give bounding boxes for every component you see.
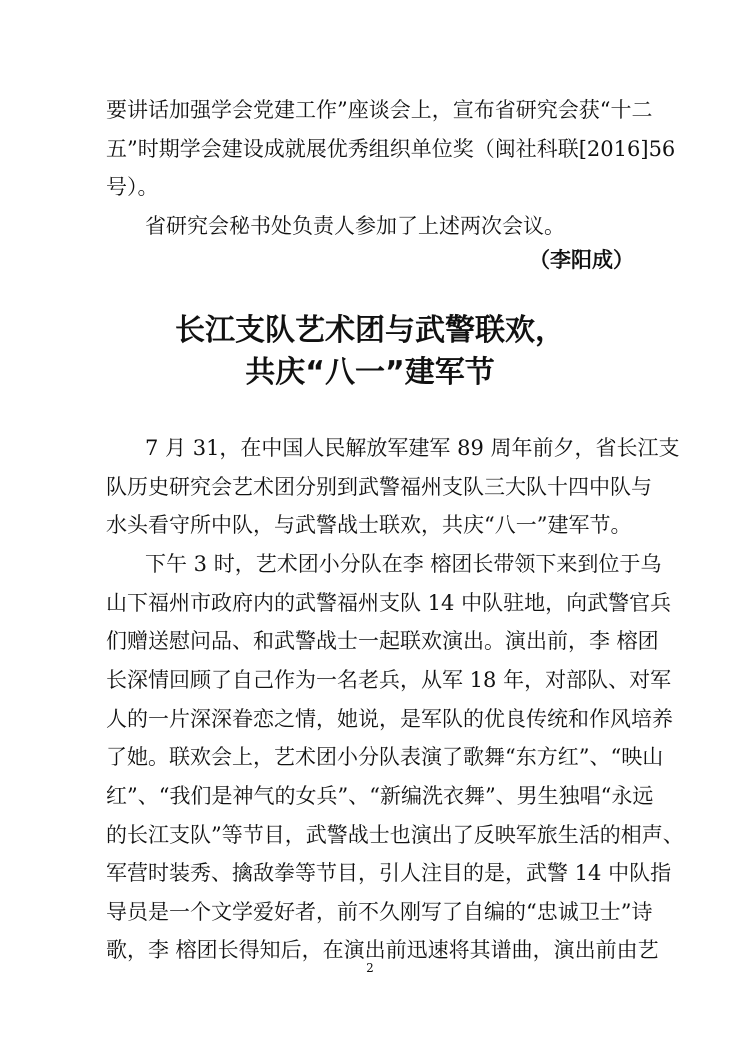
paragraph-2-line-11: 歌，李 榕团长得知后，在演出前迅速将其谱曲，演出前由艺 [106,938,659,962]
paragraph-2-line-5: 人的一片深深眷恋之情，她说，是军队的优良传统和作风培养 [106,707,673,731]
paragraph-2-line-8: 的长江支队”等节目，武警战士也演出了反映军旅生活的相声、 [106,823,684,847]
prev-line-2: 五”时期学会建设成就展优秀组织单位奖（闽社科联[2016]56 [106,137,676,161]
prev-closing-line: 省研究会秘书处负责人参加了上述两次会议。 [145,214,565,238]
paragraph-2-line-4: 长深情回顾了自己作为一名老兵，从军 18 年，对部队、对军 [106,668,672,692]
paragraph-2-line-1: 下午 3 时，艺术团小分队在李 榕团长带领下来到位于乌 [145,552,662,576]
paragraph-2-line-10: 导员是一个文学爱好者，前不久刚写了自编的“忠诚卫士”诗 [106,900,653,924]
prev-line-1: 要讲话加强学会党建工作”座谈会上，宣布省研究会获“十二 [106,98,653,122]
article-title-line-1: 长江支队艺术团与武警联欢， [175,313,565,348]
prev-line-3: 号）。 [106,175,159,199]
paragraph-1-line-3: 水头看守所中队，与武警战士联欢，共庆“八一”建军节。 [106,513,632,537]
paragraph-2-line-6: 了她。联欢会上，艺术团小分队表演了歌舞“东方红”、“映山 [106,745,664,769]
paragraph-2-line-7: 红”、“我们是神气的女兵”、“新编洗衣舞”、男生独唱“永远 [106,784,654,808]
article-title-line-2: 共庆“八一”建军节 [245,355,495,390]
paragraph-1-line-1: 7 月 31，在中国人民解放军建军 89 周年前夕，省长江支 [145,436,680,460]
paragraph-2-line-9: 军营时装秀、擒敌拳等节目，引人注目的是，武警 14 中队指 [106,861,672,885]
paragraph-2-line-2: 山下福州市政府内的武警福州支队 14 中队驻地，向武警官兵 [106,591,672,615]
paragraph-1-line-2: 队历史研究会艺术团分别到武警福州支队三大队十四中队与 [106,475,652,499]
page-number: 2 [366,961,374,975]
paragraph-2-line-3: 们赠送慰问品、和武警战士一起联欢演出。演出前，李 榕团 [106,629,659,653]
author-signature: （李阳成） [529,247,634,272]
